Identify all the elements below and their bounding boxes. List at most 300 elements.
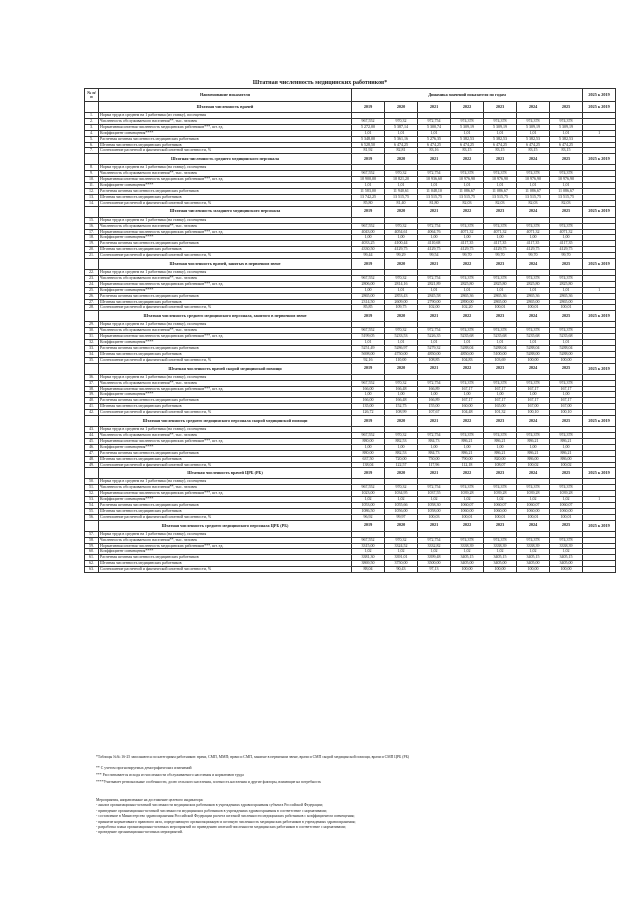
row-value-2021: 5279,32 xyxy=(418,346,451,352)
row-value-2023: 1,00 xyxy=(484,235,517,241)
row-value-2019: 637,50 xyxy=(352,456,385,462)
row-value-2025: 167,17 xyxy=(550,398,583,404)
row-label: Расчетная штатная численность медицинских работников xyxy=(99,188,352,194)
row-value-2021: 97,13 xyxy=(418,567,451,573)
measures-block xyxy=(96,798,616,836)
row-value-2021: 972,754 xyxy=(418,171,451,177)
row-label: Штатная численность медицинских работников xyxy=(99,404,352,410)
row-value-2021: 102,00 xyxy=(418,305,451,311)
row-value-2020: 1034,95 xyxy=(385,491,418,497)
row-number: 9. xyxy=(85,171,99,177)
row-ratio xyxy=(583,567,616,573)
section-year-2024: 2024 xyxy=(517,520,550,531)
section-header-row xyxy=(85,311,616,322)
row-value-2024: 100,02 xyxy=(517,462,550,468)
section-year-2021: 2021 xyxy=(418,259,451,270)
row-value-2023: 13 515,75 xyxy=(484,194,517,200)
row-value-2019: 85,85 xyxy=(352,305,385,311)
row-label: Нормативная штатная численность медицинских работников***, шт. ед. xyxy=(99,124,352,130)
row-label: Норма труда в среднем на 1 работника (на ставку), посещения xyxy=(99,427,352,433)
section-ratio-label: 2025 к 2019 xyxy=(583,363,616,374)
row-label: Численность обслуживаемого населения**, тыс. человек xyxy=(99,380,352,386)
section-header-row xyxy=(85,520,616,531)
row-value-2023: 4071,32 xyxy=(484,229,517,235)
section-title: Штатная численность среднего медицинского персонала, занятого в первичном звене xyxy=(99,311,352,322)
row-value-2020: 970,32 xyxy=(385,171,418,177)
row-value-2022: 2825,80 xyxy=(451,281,484,287)
row-label: Соотношение расчетной и фактической штатной численности, % xyxy=(99,148,352,154)
row-value-2023: 974,378 xyxy=(484,432,517,438)
row-value-2020: 970,32 xyxy=(385,537,418,543)
section-year-2020: 2020 xyxy=(385,102,418,113)
section-year-2024: 2024 xyxy=(517,363,550,374)
section-year-2023: 2023 xyxy=(484,206,517,217)
row-value-2022: 3405,15 xyxy=(451,555,484,561)
row-value-2021: 10 936,60 xyxy=(418,177,451,183)
section-year-2024: 2024 xyxy=(517,206,550,217)
row-value-2022: 2890,00 xyxy=(451,299,484,305)
row-number: 6. xyxy=(85,142,99,148)
section-header-row xyxy=(85,468,616,479)
row-value-2019: 2314,50 xyxy=(352,299,385,305)
row-label: Норма труда в среднем на 1 работника (на ставку), посещения xyxy=(99,479,352,485)
section-year-2021: 2021 xyxy=(418,416,451,427)
row-value-2021: 166,89 xyxy=(418,398,451,404)
row-number: 38. xyxy=(85,386,99,392)
row-value-2024: 974,378 xyxy=(517,275,550,281)
row-value-2022: 4117,35 xyxy=(451,241,484,247)
row-value-2021: 2821,89 xyxy=(418,281,451,287)
row-value-2020: 970,32 xyxy=(385,380,418,386)
row-value-2020: 2814,16 xyxy=(385,281,418,287)
row-value-2019: 967,552 xyxy=(352,328,385,334)
section-year-2021: 2021 xyxy=(418,206,451,217)
row-value-2020: 6 474,25 xyxy=(385,142,418,148)
row-value-2025: 1,02 xyxy=(550,497,583,503)
row-value-2021: 108,85 xyxy=(418,357,451,363)
row-value-2021: 1,01 xyxy=(418,287,451,293)
row-value-2023: 1,02 xyxy=(484,549,517,555)
row-value-2023: 101,32 xyxy=(484,410,517,416)
row-value-2023: 11 086,67 xyxy=(484,188,517,194)
row-value-2025: 1039,28 xyxy=(550,491,583,497)
section-year-2024: 2024 xyxy=(517,468,550,479)
row-label: Расчетная штатная численность медицинских работников xyxy=(99,503,352,509)
row-value-2021: 972,754 xyxy=(418,380,451,386)
row-value-2024: 3405,00 xyxy=(517,561,550,567)
section-title: Штатная численность среднего медицинского персонала ЦРБ (РБ) xyxy=(99,520,352,531)
section-year-2023: 2023 xyxy=(484,154,517,165)
row-label: Расчетная штатная численность медицинских работников xyxy=(99,398,352,404)
row-label: Нормативная штатная численность медицинских работников***, шт. ед. xyxy=(99,386,352,392)
row-number: 22. xyxy=(85,270,99,276)
row-value-2019: 1,00 xyxy=(352,444,385,450)
row-value-2025: 974,378 xyxy=(550,537,583,543)
row-number: 63. xyxy=(85,567,99,573)
row-value-2025: 1,01 xyxy=(550,340,583,346)
row-value-2021: 972,754 xyxy=(418,118,451,124)
row-value-2021: 2790,00 xyxy=(418,299,451,305)
row-label: Коэффициент совмещения**** xyxy=(99,287,352,293)
row-value-2021: 117,96 xyxy=(418,462,451,468)
table-header-row xyxy=(85,89,616,102)
row-value-2025: 3405,15 xyxy=(550,555,583,561)
row-label: Коэффициент совмещения**** xyxy=(99,130,352,136)
header-dynamics: Динамика значений показателя по годам xyxy=(352,89,583,102)
row-label: Расчетная штатная численность медицинских работников xyxy=(99,241,352,247)
row-value-2022: 1,01 xyxy=(451,183,484,189)
section-year-2020: 2020 xyxy=(385,206,418,217)
row-value-2019: 967,552 xyxy=(352,485,385,491)
row-value-2020: 122,57 xyxy=(385,462,418,468)
row-number: 25. xyxy=(85,287,99,293)
section-year-2025: 2025 xyxy=(550,206,583,217)
row-number: 28. xyxy=(85,305,99,311)
row-value-2021: 972,754 xyxy=(418,275,451,281)
row-value-2025: 83,15 xyxy=(550,148,583,154)
row-value-2023: 1,01 xyxy=(484,287,517,293)
row-value-2025: 4129,75 xyxy=(550,247,583,253)
row-value-2020: 4750,00 xyxy=(385,351,418,357)
section-year-2023: 2023 xyxy=(484,468,517,479)
footnote-4: ****Учитывает региональные особенности, долю сельского населения, плотность населения и другие факторы, влияющие на потребность xyxy=(96,780,322,784)
row-value-2023: 5100,00 xyxy=(484,351,517,357)
row-number: 29. xyxy=(85,322,99,328)
row-value-2025: 1060,00 xyxy=(550,508,583,514)
row-value-2024: 13 515,75 xyxy=(517,194,550,200)
row-value-2025: 11 086,67 xyxy=(550,188,583,194)
section-year-2021: 2021 xyxy=(418,363,451,374)
row-number: 33. xyxy=(85,346,99,352)
row-label: Штатная численность медицинских работников xyxy=(99,456,352,462)
row-value-2025: 167,17 xyxy=(550,386,583,392)
section-year-2025: 2025 xyxy=(550,520,583,531)
section-ratio-label: 2025 к 2019 xyxy=(583,311,616,322)
row-value-2022: 4850,00 xyxy=(451,351,484,357)
row-value-2025: 2865,36 xyxy=(550,293,583,299)
row-value-2019: 5199,05 xyxy=(352,334,385,340)
row-value-2024: 5288,04 xyxy=(517,346,550,352)
footnote-3: *** Рассчитывается исходя из численности обслуживаемого населения и нормативов труда xyxy=(96,773,244,777)
section-year-2021: 2021 xyxy=(418,102,451,113)
row-value-2025: 1,01 xyxy=(550,287,583,293)
row-label: Коэффициент совмещения**** xyxy=(99,392,352,398)
row-value-2022: 5235,68 xyxy=(451,334,484,340)
row-number: 10. xyxy=(85,177,99,183)
row-label: Коэффициент совмещения**** xyxy=(99,235,352,241)
row-value-2025: 5 382,53 xyxy=(550,136,583,142)
section-header-row xyxy=(85,206,616,217)
row-value-2025: 3338,39 xyxy=(550,543,583,549)
row-value-2019: 88,04 xyxy=(352,567,385,573)
row-value-2020: 99,29 xyxy=(385,253,418,259)
row-number: 50. xyxy=(85,479,99,485)
row-number: 21. xyxy=(85,253,99,259)
row-value-2021: 1,01 xyxy=(418,340,451,346)
row-value-2022: 2865,36 xyxy=(451,293,484,299)
section-year-2022: 2022 xyxy=(451,259,484,270)
row-label: Норма труда в среднем на 1 работника (на ставку), посещения xyxy=(99,531,352,537)
row-value-2019: 967,552 xyxy=(352,275,385,281)
section-year-2022: 2022 xyxy=(451,206,484,217)
row-value-2024: 1,00 xyxy=(517,235,550,241)
row-value-2021: 972,754 xyxy=(418,328,451,334)
row-label: Соотношение расчетной и фактической штатной численности, % xyxy=(99,514,352,520)
row-number: 24. xyxy=(85,281,99,287)
section-year-2019: 2019 xyxy=(352,311,385,322)
row-value-2025: 2825,80 xyxy=(550,281,583,287)
row-value-2023: 5235,68 xyxy=(484,334,517,340)
row-value-2019: 967,552 xyxy=(352,171,385,177)
section-year-2025: 2025 xyxy=(550,468,583,479)
section-year-2019: 2019 xyxy=(352,154,385,165)
row-value-2020: 1,01 xyxy=(385,183,418,189)
row-ratio: 1 xyxy=(583,287,616,293)
row-label: Штатная численность медицинских работников xyxy=(99,194,352,200)
row-value-2020: 1,01 xyxy=(385,340,418,346)
row-value-2020: 970,32 xyxy=(385,223,418,229)
row-value-2025: 100,00 xyxy=(550,567,583,573)
row-value-2021: 100,03 xyxy=(418,514,451,520)
section-year-2021: 2021 xyxy=(418,520,451,531)
section-year-2023: 2023 xyxy=(484,311,517,322)
row-value-2019: 1086,50 xyxy=(352,508,385,514)
section-year-2022: 2022 xyxy=(451,363,484,374)
row-value-2022: 1,02 xyxy=(451,549,484,555)
row-number: 60. xyxy=(85,549,99,555)
row-value-2022: 974,378 xyxy=(451,118,484,124)
row-value-2020: 5286,97 xyxy=(385,346,418,352)
row-label: Штатная численность медицинских работников xyxy=(99,247,352,253)
row-number: 47. xyxy=(85,450,99,456)
row-label: Коэффициент совмещения**** xyxy=(99,183,352,189)
row-label: Норма труда в среднем на 1 работника (на ставку), посещения xyxy=(99,217,352,223)
measures-title: Мероприятия, направленные на достижение целевого индикатора: xyxy=(96,798,204,802)
row-value-2021: 5 300,74 xyxy=(418,124,451,130)
row-label: Соотношение расчетной и фактической штатной численности, % xyxy=(99,253,352,259)
row-value-2022: 1060,07 xyxy=(451,503,484,509)
row-value-2022: 974,378 xyxy=(451,171,484,177)
row-value-2022: 83,15 xyxy=(451,148,484,154)
row-value-2024: 99,70 xyxy=(517,253,550,259)
row-label: Расчетная штатная численность медицинских работников xyxy=(99,450,352,456)
row-value-2025: 100,02 xyxy=(550,462,583,468)
row-value-2020: 970,32 xyxy=(385,432,418,438)
section-title: Штатная численность младшего медицинского персонала xyxy=(99,206,352,217)
row-value-2021: 6 474,25 xyxy=(418,142,451,148)
row-value-2020: 970,32 xyxy=(385,275,418,281)
row-value-2021: 972,754 xyxy=(418,432,451,438)
row-value-2025: 3405,00 xyxy=(550,561,583,567)
row-label: Коэффициент совмещения**** xyxy=(99,497,352,503)
section-number-cell xyxy=(85,311,99,322)
row-value-2023: 886,21 xyxy=(484,450,517,456)
row-value-2022: 99,70 xyxy=(451,253,484,259)
row-value-2023: 82,03 xyxy=(484,200,517,206)
row-label: Расчетная штатная численность медицинских работников xyxy=(99,293,352,299)
row-value-2025: 100,10 xyxy=(550,410,583,416)
row-number: 11. xyxy=(85,183,99,189)
row-value-2025: 82,03 xyxy=(550,200,583,206)
row-number: 40. xyxy=(85,398,99,404)
row-value-2022: 100,00 xyxy=(451,567,484,573)
row-value-2025: 13 515,75 xyxy=(550,194,583,200)
row-value-2023: 1,01 xyxy=(484,340,517,346)
section-year-2022: 2022 xyxy=(451,468,484,479)
row-value-2025: 1,00 xyxy=(550,235,583,241)
section-number-cell xyxy=(85,206,99,217)
row-value-2025: 4117,35 xyxy=(550,241,583,247)
row-number: 55. xyxy=(85,508,99,514)
row-value-2020: 882,53 xyxy=(385,450,418,456)
row-value-2022: 13 515,75 xyxy=(451,194,484,200)
row-value-2023: 1,01 xyxy=(484,183,517,189)
row-number: 30. xyxy=(85,328,99,334)
row-value-2024: 974,378 xyxy=(517,537,550,543)
row-value-2021: 83,16 xyxy=(418,148,451,154)
row-label: Численность обслуживаемого населения**, тыс. человек xyxy=(99,328,352,334)
row-value-2023: 4129,75 xyxy=(484,247,517,253)
row-value-2024: 1,01 xyxy=(517,130,550,136)
row-value-2024: 167,17 xyxy=(517,386,550,392)
section-year-2025: 2025 xyxy=(550,154,583,165)
measure-item: - анализ организационно-штатной численности медицинских работников в учреждениях здравоохранения субъекта Российской Федерации; xyxy=(96,803,323,808)
row-number: 13. xyxy=(85,194,99,200)
row-number: 49. xyxy=(85,462,99,468)
row-value-2021: 1,00 xyxy=(418,392,451,398)
row-value-2022: 104,83 xyxy=(451,357,484,363)
row-value-2021: 972,754 xyxy=(418,537,451,543)
row-value-2022: 6 474,25 xyxy=(451,142,484,148)
row-value-2019: 5 348,00 xyxy=(352,136,385,142)
row-value-2025: 974,378 xyxy=(550,118,583,124)
row-value-2021: 4110,68 xyxy=(418,241,451,247)
section-year-2025: 2025 xyxy=(550,416,583,427)
row-number: 57. xyxy=(85,531,99,537)
row-value-2021: 81,80 xyxy=(418,200,451,206)
row-value-2020: 166,48 xyxy=(385,398,418,404)
section-year-2024: 2024 xyxy=(517,311,550,322)
row-value-2025: 974,378 xyxy=(550,328,583,334)
row-value-2019: 138,04 xyxy=(352,462,385,468)
row-value-2020: 1,00 xyxy=(385,444,418,450)
row-value-2025: 974,378 xyxy=(550,432,583,438)
row-value-2025: 974,378 xyxy=(550,485,583,491)
row-value-2019: 1053,00 xyxy=(352,503,385,509)
row-value-2021: 3500,00 xyxy=(418,561,451,567)
row-value-2024: 100,10 xyxy=(517,410,550,416)
row-number: 16. xyxy=(85,223,99,229)
row-value-2020: 81,40 xyxy=(385,200,418,206)
row-value-2022: 4129,75 xyxy=(451,247,484,253)
row-value-2023: 820,00 xyxy=(484,456,517,462)
row-value-2023: 1060,07 xyxy=(484,503,517,509)
row-value-2019: 967,552 xyxy=(352,537,385,543)
row-value-2024: 974,378 xyxy=(517,223,550,229)
row-value-2020: 10 821,20 xyxy=(385,177,418,183)
row-value-2023: 1,00 xyxy=(484,392,517,398)
section-year-2021: 2021 xyxy=(418,311,451,322)
row-value-2020: 4054,61 xyxy=(385,229,418,235)
row-value-2023: 3338,39 xyxy=(484,543,517,549)
row-number: 51. xyxy=(85,485,99,491)
row-ratio: 1 xyxy=(583,497,616,503)
section-header-row xyxy=(85,416,616,427)
row-value-2021: 972,754 xyxy=(418,223,451,229)
row-number: 14. xyxy=(85,200,99,206)
row-label: Коэффициент совмещения**** xyxy=(99,444,352,450)
row-label: Соотношение расчетной и фактической штатной численности, % xyxy=(99,462,352,468)
row-label: Численность обслуживаемого населения**, тыс. человек xyxy=(99,485,352,491)
row-value-2020: 109,75 xyxy=(385,305,418,311)
row-value-2022: 5 382,53 xyxy=(451,136,484,142)
row-value-2023: 100,00 xyxy=(484,567,517,573)
row-value-2019: 92,16 xyxy=(352,357,385,363)
row-value-2020: 970,32 xyxy=(385,328,418,334)
row-value-2024: 4071,32 xyxy=(517,229,550,235)
row-value-2024: 82,03 xyxy=(517,200,550,206)
row-number: 52. xyxy=(85,491,99,497)
row-value-2019: 3869,50 xyxy=(352,561,385,567)
row-value-2020: 110,00 xyxy=(385,357,418,363)
row-value-2021: 11 048,10 xyxy=(418,188,451,194)
row-value-2019: 1023,00 xyxy=(352,491,385,497)
row-value-2019: 1,02 xyxy=(352,497,385,503)
row-label: Соотношение расчетной и фактической штатной численности, % xyxy=(99,410,352,416)
row-value-2019: 166,00 xyxy=(352,386,385,392)
row-value-2019: 96,92 xyxy=(352,514,385,520)
row-value-2019: 1,00 xyxy=(352,392,385,398)
row-value-2022: 4071,32 xyxy=(451,229,484,235)
row-label: Нормативная штатная численность медицинских работников***, шт. ед. xyxy=(99,543,352,549)
row-value-2019: 967,552 xyxy=(352,432,385,438)
row-label: Штатная численность медицинских работников xyxy=(99,351,352,357)
section-year-2024: 2024 xyxy=(517,416,550,427)
row-value-2024: 2865,36 xyxy=(517,293,550,299)
row-label: Численность обслуживаемого населения**, тыс. человек xyxy=(99,171,352,177)
row-value-2021: 166,89 xyxy=(418,386,451,392)
section-year-2024: 2024 xyxy=(517,102,550,113)
row-number: 5. xyxy=(85,136,99,142)
row-value-2025: 1,01 xyxy=(550,183,583,189)
row-value-2021: 1,01 xyxy=(418,183,451,189)
section-header-row xyxy=(85,102,616,113)
row-value-2023: 2825,80 xyxy=(484,281,517,287)
row-value-2023: 1039,28 xyxy=(484,491,517,497)
row-label: Соотношение расчетной и фактической штатной численности, % xyxy=(99,357,352,363)
row-number: 46. xyxy=(85,444,99,450)
row-label: Численность обслуживаемого населения**, тыс. человек xyxy=(99,275,352,281)
row-value-2024: 1,02 xyxy=(517,497,550,503)
row-value-2024: 886,21 xyxy=(517,450,550,456)
row-number: 37. xyxy=(85,380,99,386)
row-value-2020: 5 361,16 xyxy=(385,136,418,142)
row-value-2023: 886,21 xyxy=(484,438,517,444)
row-value-2020: 882,53 xyxy=(385,438,418,444)
row-value-2025: 974,378 xyxy=(550,171,583,177)
row-value-2020: 13 515,75 xyxy=(385,194,418,200)
row-value-2023: 2865,36 xyxy=(484,293,517,299)
row-value-2024: 5 382,53 xyxy=(517,136,550,142)
row-value-2020: 720,00 xyxy=(385,456,418,462)
row-value-2019: 2806,00 xyxy=(352,281,385,287)
row-value-2023: 974,378 xyxy=(484,380,517,386)
row-value-2022: 974,378 xyxy=(451,485,484,491)
section-year-2023: 2023 xyxy=(484,416,517,427)
section-number-cell xyxy=(85,416,99,427)
row-value-2025: 100,01 xyxy=(550,514,583,520)
staffing-table xyxy=(84,88,616,573)
